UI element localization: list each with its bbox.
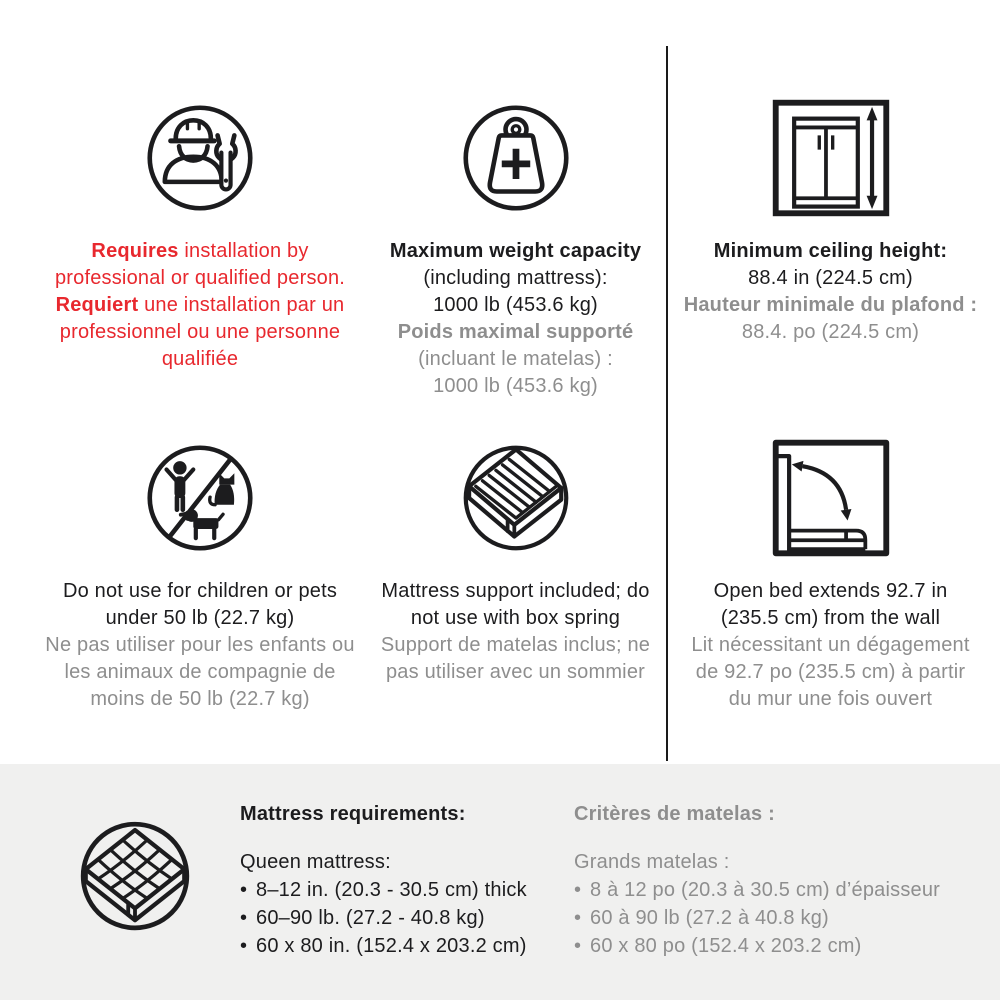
card-ceiling-height: [683, 78, 978, 346]
card-no-children-text: [35, 578, 365, 713]
card-no-children-icon-wrap: [35, 418, 365, 578]
mattress-support-fr: Support de matelas inclus; ne pas utiliser avec un sommier: [380, 634, 651, 683]
ceiling-height-icon: [764, 91, 898, 225]
mattress-icon: [67, 808, 203, 944]
card-installation: [35, 78, 365, 373]
no-children-pets-icon: [133, 431, 267, 565]
installation-warning-text: Requires installation by professional or qualified person. Requiert une installation par un professionnel ou une personne qualifiée: [54, 240, 346, 370]
card-no-children-pets: [35, 418, 365, 713]
mattress-requirements-heading-fr: Critères de matelas :: [574, 803, 775, 825]
card-ceiling-text: [683, 238, 978, 346]
card-support-text: [368, 578, 663, 686]
ceiling-height-en: Minimum ceiling height: 88.4 in (224.5 cm): [713, 240, 948, 289]
card-support-icon-wrap: [368, 418, 663, 578]
card-mattress-support: [368, 418, 663, 686]
weight-capacity-icon: [449, 91, 583, 225]
card-weight-text: [368, 238, 663, 400]
list-item: • 60–90 lb. (27.2 - 40.8 kg): [240, 904, 570, 932]
list-item: • 60 à 90 lb (27.2 à 40.8 kg): [574, 904, 984, 932]
card-ceiling-icon-wrap: [683, 78, 978, 238]
card-installation-icon-wrap: [35, 78, 365, 238]
mattress-requirements-en: [240, 800, 570, 960]
vertical-divider: [666, 46, 668, 761]
list-item: • 8–12 in. (20.3 - 30.5 cm) thick: [240, 876, 570, 904]
card-open-bed: [683, 418, 978, 713]
no-children-fr: Ne pas utiliser pour les enfants ou les animaux de compagnie de moins de 50 lb (22.7 kg): [45, 634, 355, 710]
open-bed-en: Open bed extends 92.7 in (235.5 cm) from the wall: [713, 580, 948, 629]
no-children-en: Do not use for children or pets under 50 lb (22.7 kg): [62, 580, 338, 629]
installer-icon: [133, 91, 267, 225]
mattress-requirements-heading-en: Mattress requirements:: [240, 803, 466, 825]
mattress-size-label-en: Queen mattress:: [240, 851, 391, 873]
open-bed-fr: Lit nécessitant un dégagement de 92.7 po (235.5 cm) à partir du mur une fois ouvert: [691, 634, 970, 710]
open-bed-icon: [764, 431, 898, 565]
mattress-support-icon: [449, 431, 583, 565]
list-item: • 8 à 12 po (20.3 à 30.5 cm) d’épaisseur: [574, 876, 984, 904]
card-weight-capacity: [368, 78, 663, 400]
weight-capacity-en: Maximum weight capacity (including mattress): 1000 lb (453.6 kg): [389, 240, 642, 316]
card-open-bed-icon-wrap: [683, 418, 978, 578]
mattress-requirements-fr: [574, 800, 984, 960]
mattress-size-label-fr: Grands matelas :: [574, 851, 730, 873]
ceiling-height-fr: Hauteur minimale du plafond : 88.4. po (224.5 cm): [683, 294, 978, 343]
mattress-support-en: Mattress support included; do not use with box spring: [381, 580, 650, 629]
card-installation-text: [35, 238, 365, 373]
weight-capacity-fr: Poids maximal supporté (incluant le matelas) : 1000 lb (453.6 kg): [397, 321, 634, 397]
card-weight-icon-wrap: [368, 78, 663, 238]
card-open-bed-text: [683, 578, 978, 713]
list-item: • 60 x 80 in. (152.4 x 203.2 cm): [240, 932, 570, 960]
list-item: • 60 x 80 po (152.4 x 203.2 cm): [574, 932, 984, 960]
